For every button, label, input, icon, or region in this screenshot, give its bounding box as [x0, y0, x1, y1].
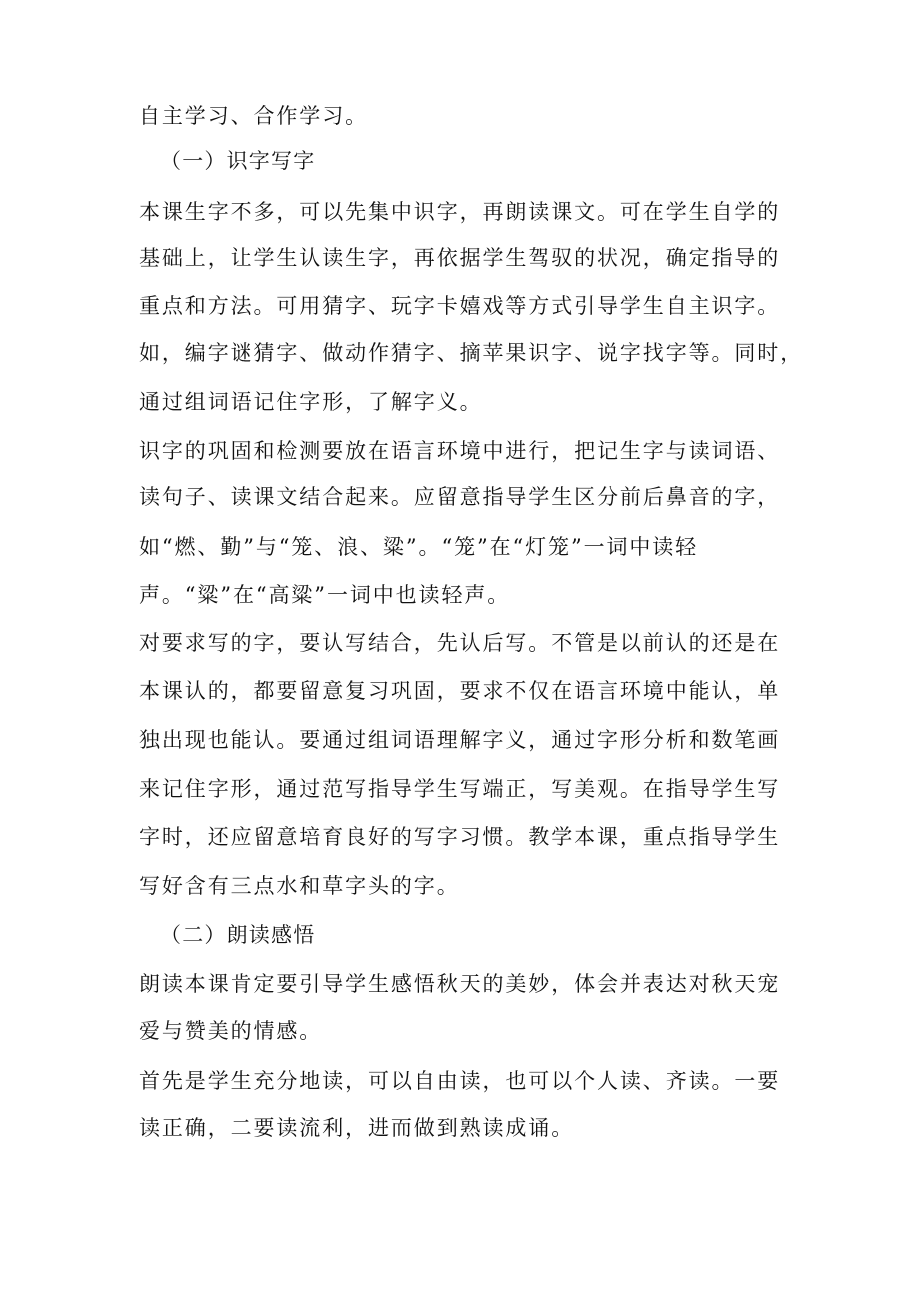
- text-line: 独出现也能认。要通过组词语理解字义，通过字形分析和数笔画: [139, 728, 781, 752]
- text-line: 自主学习、合作学习。: [139, 104, 368, 128]
- text-line: 本课认的，都要留意复习巩固，要求不仅在语言环境中能认，单: [139, 679, 781, 703]
- text-line: 识字的巩固和检测要放在语言环境中进行，把记生字与读词语、: [139, 439, 781, 463]
- text-line: 读正确，二要读流利，进而做到熟读成诵。: [139, 1116, 575, 1140]
- text-line: 重点和方法。可用猜字、玩字卡嬉戏等方式引导学生自主识字。: [139, 294, 781, 318]
- text-line: 读句子、读课文结合起来。应留意指导学生区分前后鼻音的字，: [139, 485, 781, 509]
- text-line: 对要求写的字，要认写结合，先认后写。不管是以前认的还是在: [139, 631, 781, 655]
- text-line: 写好含有三点水和草字头的字。: [139, 874, 460, 898]
- text-line: 爱与赞美的情感。: [139, 1019, 323, 1043]
- text-line: 首先是学生充分地读，可以自由读，也可以个人读、齐读。一要: [139, 1069, 781, 1093]
- text-line: 字时，还应留意培育良好的写字习惯。教学本课，重点指导学生: [139, 825, 781, 849]
- text-line: 本课生字不多，可以先集中识字，再朗读课文。可在学生自学的: [139, 200, 781, 224]
- text-line: 通过组词语记住字形，了解字义。: [139, 390, 483, 414]
- text-line: 来记住字形，通过范写指导学生写端正，写美观。在指导学生写: [139, 777, 781, 801]
- section-heading-2: （二）朗读感悟: [160, 923, 316, 947]
- text-line: 如“燃、勤”与“笼、浪、粱”。“笼”在“灯笼”一词中读轻: [139, 535, 699, 559]
- section-heading-1: （一）识字写字: [160, 149, 316, 173]
- text-line: 朗读本课肯定要引导学生感悟秋天的美妙，体会并表达对秋天宠: [139, 972, 781, 996]
- text-line: 声。“粱”在“高粱”一词中也读轻声。: [139, 583, 511, 607]
- text-line: 基础上，让学生认读生字，再依据学生驾驭的状况，确定指导的: [139, 246, 781, 270]
- text-line: 如，编字谜猜字、做动作猜字、摘苹果识字、说字找字等。同时，: [139, 341, 804, 365]
